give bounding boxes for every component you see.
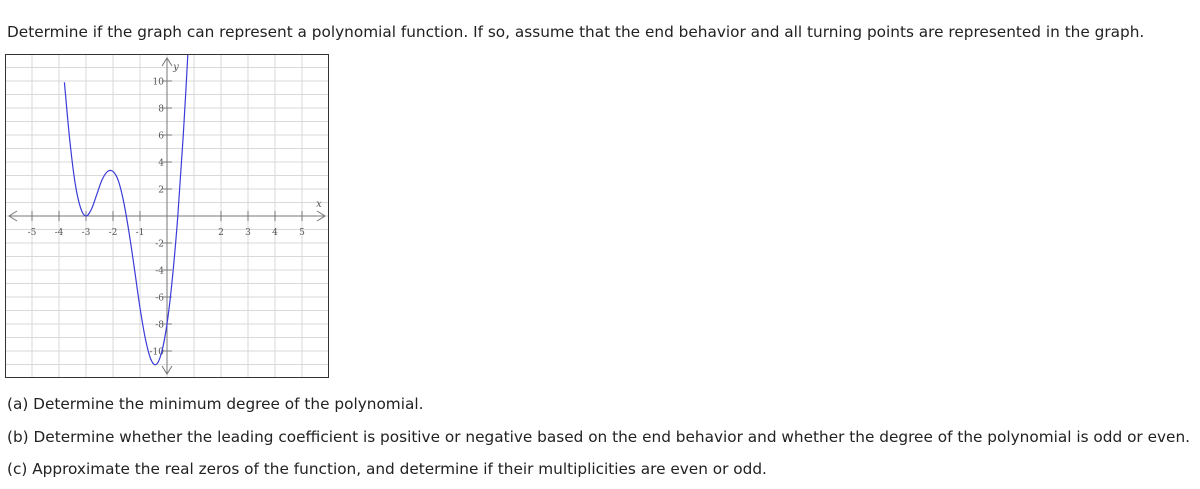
x-tick-label: 2 bbox=[218, 228, 224, 238]
question-prompt: Determine if the graph can represent a polynomial function. If so, assume that the end behavior and all turning points are represented in the graph. bbox=[7, 23, 1145, 41]
y-axis-label: y bbox=[173, 62, 179, 73]
part-b-question: (b) Determine whether the leading coefficient is positive or negative based on the end behavior and whether the degree of the polynomial is odd or even. bbox=[7, 428, 1191, 446]
y-tick-label: 10 bbox=[152, 77, 164, 88]
y-tick-label: 2 bbox=[158, 185, 164, 196]
polynomial-graph bbox=[5, 54, 329, 378]
part-c-question: (c) Approximate the real zeros of the function, and determine if their multiplicities are even or odd. bbox=[7, 460, 767, 478]
y-tick-label: -2 bbox=[155, 239, 164, 250]
graph-svg bbox=[5, 54, 329, 378]
y-tick-label: -4 bbox=[155, 266, 164, 277]
tick-labels bbox=[28, 62, 323, 358]
x-tick-label: -3 bbox=[81, 228, 91, 238]
y-tick-label: -10 bbox=[149, 347, 164, 358]
y-tick-label: -8 bbox=[155, 320, 164, 331]
x-axis-label: x bbox=[316, 199, 322, 210]
x-tick-label: 5 bbox=[299, 228, 305, 238]
curve-layer bbox=[64, 54, 199, 365]
y-tick-label: 6 bbox=[158, 131, 164, 142]
y-tick-label: 4 bbox=[158, 158, 164, 169]
x-tick-label: -2 bbox=[108, 228, 118, 238]
y-tick-label: 8 bbox=[158, 104, 164, 115]
x-tick-label: -4 bbox=[54, 228, 64, 238]
part-a-question: (a) Determine the minimum degree of the polynomial. bbox=[7, 395, 424, 413]
x-tick-label: 4 bbox=[272, 228, 278, 238]
x-tick-label: 3 bbox=[245, 228, 251, 238]
x-tick-label: -5 bbox=[27, 228, 37, 238]
polynomial-curve bbox=[64, 54, 199, 365]
y-tick-label: -6 bbox=[155, 293, 164, 304]
x-tick-label: -1 bbox=[135, 228, 145, 238]
